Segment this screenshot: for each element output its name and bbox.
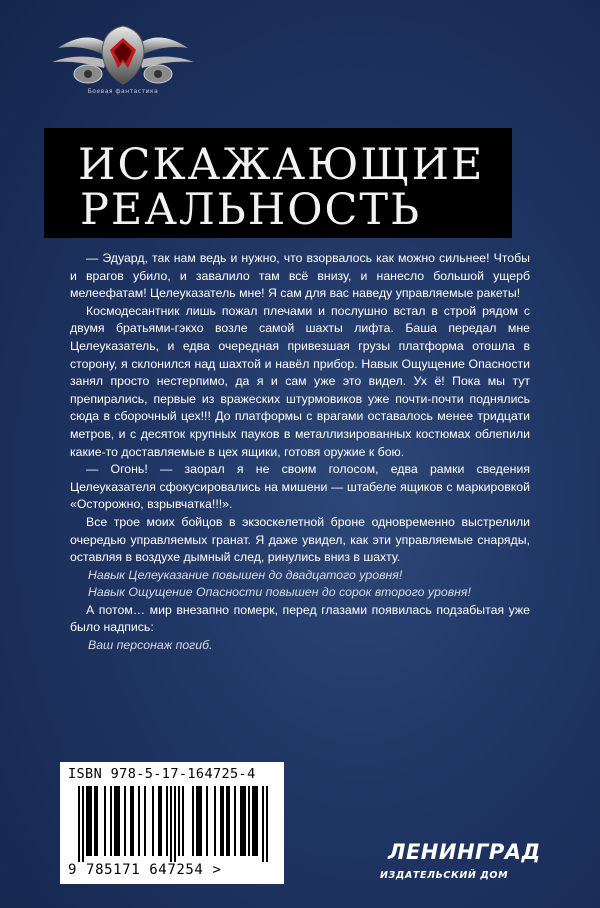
barcode-bar: [94, 786, 96, 856]
barcode-bars: [66, 786, 278, 862]
publisher-name: ЛЕНИНГРАД: [388, 840, 541, 864]
paragraph: — Эдуард, так нам ведь и нужно, что взорвалось как можно сильнее! Чтобы и врагов убило, и завалило там всё внизу, и нанесло большой ущерб мелеефатам! Целеуказатель мне! Я сам для вас наведу управляемые ракеты!: [70, 251, 530, 301]
barcode-bar: [178, 786, 180, 856]
annotation-text: [70, 250, 530, 655]
title-band: [44, 128, 512, 238]
barcode-bar: [104, 786, 106, 856]
barcode-bar: [88, 786, 90, 856]
barcode-bar: [138, 786, 140, 856]
barcode-bar: [130, 786, 132, 856]
book-title-line-2: РЕАЛЬНОСТЬ: [80, 185, 422, 235]
barcode-bar: [248, 786, 250, 856]
barcode-bar: [174, 786, 176, 862]
barcode-bar: [110, 786, 112, 856]
paragraph: Космодесантник лишь пожал плечами и послушно встал в строй рядом с двумя братьями-гэкхо возле самой шахты лифта. Баша передал мне Целеуказатель, и едва очередная привезшая грузы платформа отошла в сторону, я склонился над шахтой и навёл прибор. Навык Ощущение Опасности занял просто нестерпимо, да я и сам уже это видел. Ух ё! Пока мы тут препирались, первые из вражеских штурмовиков уже почти-почти поднялись сюда в сборочный цех!!! До платформы с врагами оставалось менее тридцати метров, и с десяток крупных пауков в металлизированных костюмах облепили какие-то доставляемые в цех ящики, готовя оружие к бою.: [70, 303, 530, 459]
barcode-bar: [166, 786, 168, 856]
barcode-bar: [152, 786, 154, 856]
barcode-bar: [226, 786, 228, 856]
barcode-bar: [78, 786, 80, 862]
barcode-bar: [86, 786, 88, 856]
series-logo-text: Боевая фантастика: [87, 88, 159, 95]
barcode-bar: [222, 786, 224, 856]
barcode-bar: [266, 786, 268, 862]
barcode-bar: [206, 786, 208, 856]
barcode-bar: [124, 786, 126, 856]
barcode-bar: [144, 786, 146, 856]
publisher-subtitle: ИЗДАТЕЛЬСКИЙ ДОМ: [380, 870, 509, 881]
barcode-bar: [170, 786, 172, 862]
system-message: Ваш персонаж погиб.: [88, 638, 213, 653]
system-message: Навык Ощущение Опасности повышен до сорок второго уровня!: [88, 585, 471, 600]
barcode-bar: [214, 786, 216, 856]
paragraph: Все трое моих бойцов в экзоскелетной броне одновременно выстрелили очередью управляемых гранат. Я даже увидел, как эти управляемые снаряды, оставляя в воздухе дымный след, ринулись вниз в шахту.: [70, 514, 530, 565]
isbn-label: ISBN 978-5-17-164725-4: [68, 766, 256, 782]
barcode-bar: [240, 786, 242, 856]
barcode-bar: [244, 786, 246, 856]
paragraph: А потом… мир внезапно померк, перед глазами появилась подзабытая уже было надпись:: [70, 602, 530, 635]
barcode-bar: [96, 786, 98, 856]
system-message: Навык Целеуказание повышен до двадцатого уровня!: [88, 567, 403, 582]
barcode-bar: [160, 786, 162, 856]
barcode-bar: [228, 786, 230, 856]
barcode-number: 9 785171 647254 >: [68, 862, 222, 878]
barcode-bar: [200, 786, 202, 856]
barcode-bar: [262, 786, 264, 862]
publisher-logo: [378, 836, 541, 888]
barcode-bar: [118, 786, 120, 856]
barcode-bar: [158, 786, 160, 856]
barcode-bar: [220, 786, 222, 856]
barcode-bar: [192, 786, 194, 856]
barcode-bar: [82, 786, 84, 862]
book-title-line-1: ИСКАЖАЮЩИЕ: [78, 140, 485, 190]
barcode-bar: [198, 786, 200, 856]
barcode-bar: [196, 786, 198, 856]
series-logo: [48, 18, 198, 104]
isbn-barcode: [60, 762, 284, 884]
skull-emblem-icon: [48, 18, 198, 98]
paragraph: — Огонь! — заорал я не своим голосом, едва рамки сведения Целеуказателя сфокусировались на мишени — штабеле ящиков с маркировкой «Осторожно, взрывчатка!!!».: [70, 462, 530, 512]
barcode-bar: [90, 786, 92, 856]
barcode-bar: [256, 786, 258, 856]
barcode-bar: [182, 786, 184, 856]
barcode-bar: [252, 786, 254, 856]
barcode-bar: [242, 786, 244, 856]
barcode-bar: [116, 786, 118, 856]
barcode-bar: [114, 786, 116, 856]
barcode-bar: [254, 786, 256, 856]
barcode-bar: [234, 786, 236, 856]
barcode-bar: [132, 786, 134, 856]
